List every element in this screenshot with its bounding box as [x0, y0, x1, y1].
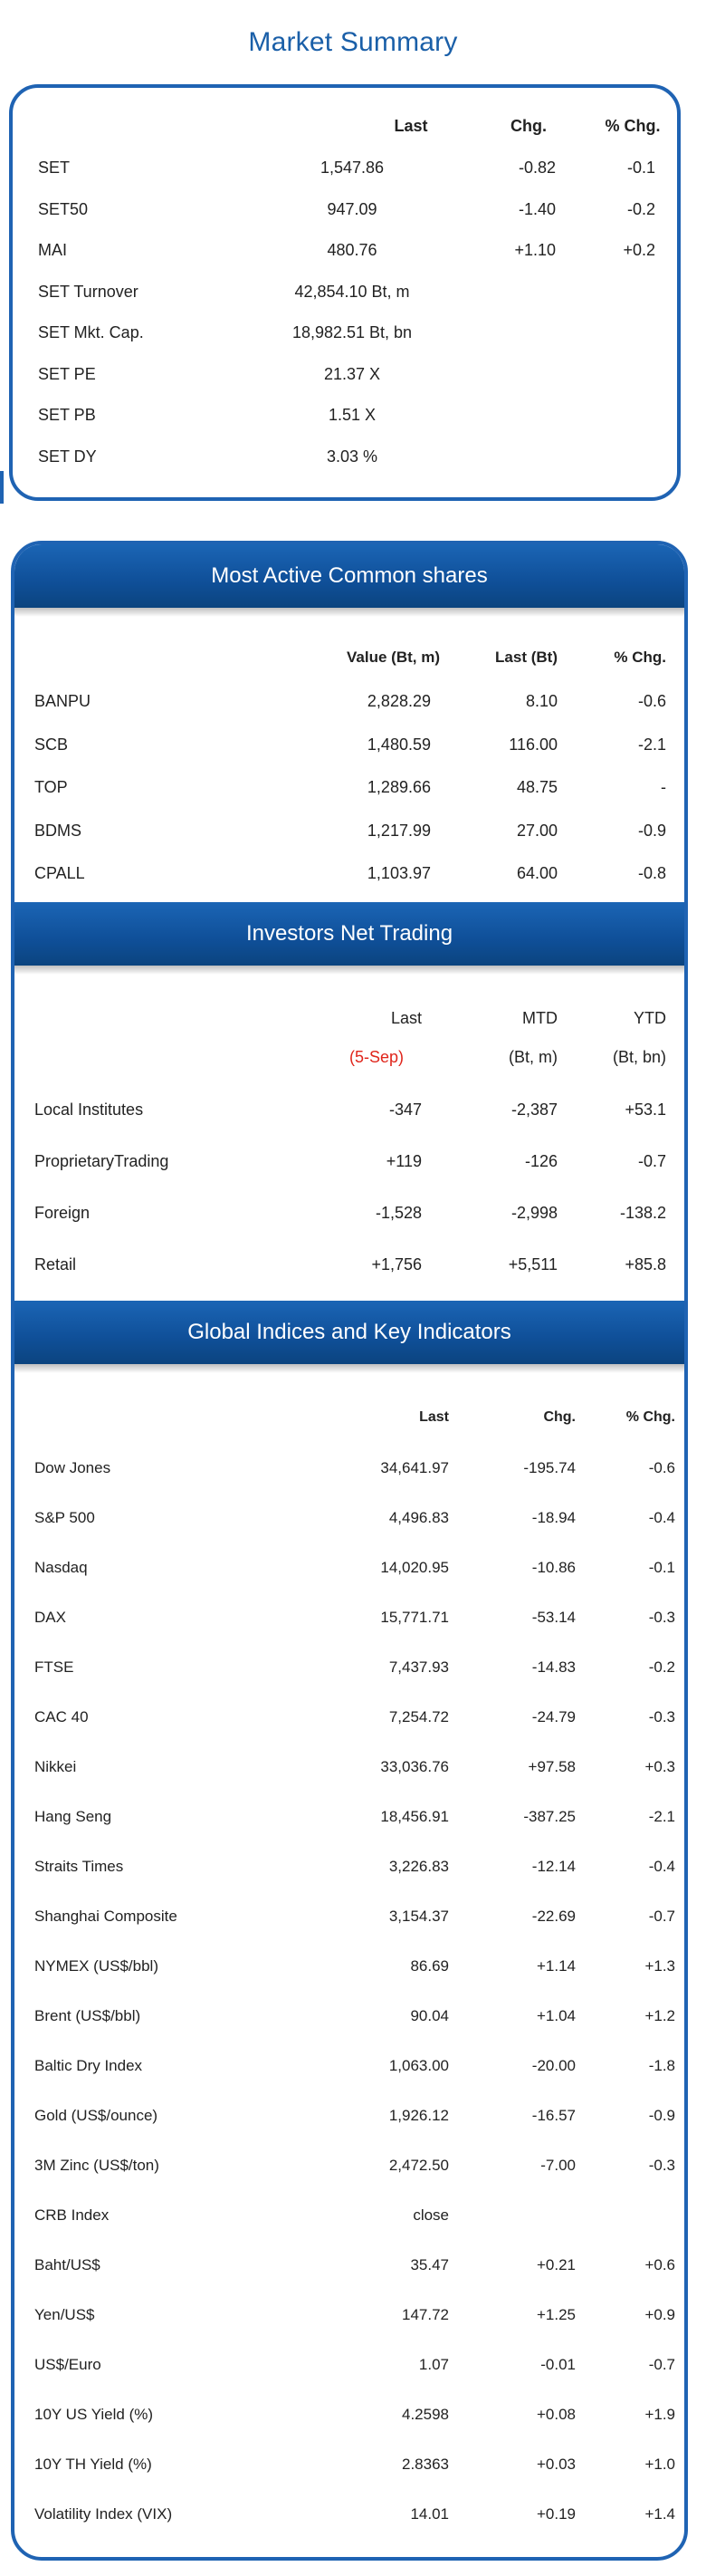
row-indicator: Baht/US$	[34, 2256, 100, 2273]
header-chg: Chg.	[510, 117, 547, 135]
row-last: 48.75	[516, 778, 558, 796]
row-mtd: -2,387	[510, 1101, 558, 1119]
global-band	[14, 1301, 684, 1364]
row-value: 1,289.66	[367, 778, 431, 796]
row-pct-chg: +1.3	[644, 1957, 675, 1975]
row-indicator: 10Y TH Yield (%)	[34, 2456, 152, 2473]
row-chg: +0.03	[536, 2456, 576, 2473]
row-pct-chg: -2.1	[637, 735, 666, 754]
row-mtd: -126	[524, 1152, 558, 1170]
row-investor: Local Institutes	[34, 1101, 144, 1119]
row-indicator: 3M Zinc (US$/ton)	[34, 2157, 159, 2174]
row-pct-chg: +0.2	[623, 241, 655, 259]
row-last: 2,472.50	[388, 2157, 449, 2174]
header-mtd: MTD	[522, 1009, 558, 1027]
row-chg: -18.94	[531, 1509, 576, 1526]
row-pct-chg: +1.4	[644, 2505, 675, 2523]
row-chg: -387.25	[523, 1808, 576, 1825]
row-last: 4.2598	[402, 2406, 449, 2423]
row-last: 1,063.00	[388, 2057, 449, 2074]
row-label: SET Turnover	[38, 282, 138, 301]
row-symbol: BANPU	[34, 692, 91, 710]
row-indicator: Brent (US$/bbl)	[34, 2007, 141, 2024]
row-indicator: Nasdaq	[34, 1559, 88, 1576]
row-chg: -0.82	[518, 159, 556, 177]
row-ytd: -0.7	[637, 1152, 666, 1170]
row-last: 14,020.95	[380, 1559, 449, 1576]
row-pct-chg: -0.7	[648, 1908, 675, 1925]
row-last: 147.72	[402, 2306, 449, 2323]
row-chg: -24.79	[531, 1708, 576, 1725]
row-last: 3,226.83	[388, 1858, 449, 1875]
header-last: Last	[419, 1409, 449, 1425]
row-symbol: TOP	[34, 778, 68, 796]
row-mtd: +5,511	[508, 1255, 558, 1274]
row-indicator: FTSE	[34, 1658, 74, 1676]
row-chg: -16.57	[531, 2107, 576, 2124]
row-chg: -22.69	[531, 1908, 576, 1925]
row-last: 1.51 X	[328, 406, 377, 424]
band-shadow	[14, 1364, 684, 1373]
row-indicator: Nikkei	[34, 1758, 77, 1775]
row-last: 64.00	[516, 864, 558, 882]
header-value: Value (Bt, m)	[347, 649, 440, 666]
row-chg: -12.14	[531, 1858, 576, 1875]
row-last: 21.37 X	[323, 364, 381, 383]
row-chg: -0.01	[540, 2356, 576, 2373]
row-label: SET PB	[38, 406, 96, 424]
header-last: Last	[390, 1009, 422, 1027]
row-pct-chg: -0.2	[626, 199, 655, 218]
header-pct-chg: % Chg.	[605, 117, 661, 135]
row-chg: +1.25	[536, 2306, 576, 2323]
row-last: 1,547.86	[320, 159, 385, 177]
row-pct-chg: +0.3	[644, 1758, 675, 1775]
row-indicator: Hang Seng	[34, 1808, 112, 1825]
row-last: 18,982.51 Bt, bn	[291, 323, 413, 341]
row-pct-chg: -0.3	[648, 1609, 675, 1626]
row-ytd: +85.8	[625, 1255, 666, 1274]
subheader-date: (5-Sep)	[348, 1048, 404, 1066]
band-shadow	[14, 966, 684, 975]
row-indicator: CRB Index	[34, 2206, 110, 2224]
row-pct-chg: +1.0	[644, 2456, 675, 2473]
row-last: 3.03 %	[326, 447, 378, 466]
row-chg: +0.21	[536, 2256, 576, 2273]
row-pct-chg: +1.2	[644, 2007, 675, 2024]
row-last: 33,036.76	[380, 1758, 449, 1775]
row-ytd: -138.2	[619, 1204, 666, 1222]
row-pct-chg: -0.8	[637, 864, 666, 882]
row-indicator: Dow Jones	[34, 1459, 111, 1476]
row-last: 2.8363	[402, 2456, 449, 2473]
row-chg: +1.10	[514, 241, 556, 259]
row-last: 34,641.97	[380, 1459, 449, 1476]
row-last: -347	[388, 1101, 422, 1119]
row-last: 4,496.83	[388, 1509, 449, 1526]
row-chg: -7.00	[540, 2157, 576, 2174]
row-indicator: Straits Times	[34, 1858, 124, 1875]
row-indicator: NYMEX (US$/bbl)	[34, 1957, 158, 1975]
row-pct-chg: -0.6	[637, 692, 666, 710]
row-chg: -1.40	[518, 199, 556, 218]
header-chg: Chg.	[543, 1409, 576, 1425]
row-indicator: US$/Euro	[34, 2356, 101, 2373]
header-ytd: YTD	[634, 1009, 666, 1027]
row-value: 1,217.99	[367, 821, 431, 840]
header-pct-chg: % Chg.	[614, 649, 666, 666]
row-indicator: Gold (US$/ounce)	[34, 2107, 158, 2124]
investors-band	[14, 902, 684, 966]
row-last: 15,771.71	[380, 1609, 449, 1626]
row-last: close	[413, 2206, 449, 2224]
subheader-mtd-unit: (Bt, m)	[509, 1048, 558, 1066]
row-mtd: -2,998	[510, 1204, 558, 1222]
row-pct-chg: -0.4	[648, 1858, 675, 1875]
row-last: 14.01	[410, 2505, 449, 2523]
row-label: SET PE	[38, 364, 96, 383]
row-chg: +0.19	[536, 2505, 576, 2523]
subheader-ytd-unit: (Bt, bn)	[612, 1048, 666, 1066]
header-last-bt: Last (Bt)	[495, 649, 558, 666]
row-pct-chg: +0.6	[644, 2256, 675, 2273]
row-investor: Retail	[34, 1255, 77, 1274]
row-last: -1,528	[375, 1204, 422, 1222]
row-label: SET50	[38, 199, 89, 218]
row-chg: +1.04	[536, 2007, 576, 2024]
row-last: 90.04	[410, 2007, 449, 2024]
row-pct-chg: -0.7	[648, 2356, 675, 2373]
row-chg: -195.74	[523, 1459, 576, 1476]
row-indicator: CAC 40	[34, 1708, 89, 1725]
row-last: 7,254.72	[388, 1708, 449, 1725]
row-ytd: +53.1	[625, 1101, 666, 1119]
row-indicator: Yen/US$	[34, 2306, 95, 2323]
row-pct-chg: -0.1	[626, 159, 655, 177]
row-pct-chg: -0.9	[648, 2107, 675, 2124]
row-chg: -14.83	[531, 1658, 576, 1676]
row-pct-chg: -0.4	[648, 1509, 675, 1526]
row-pct-chg: -0.3	[648, 2157, 675, 2174]
row-indicator: 10Y US Yield (%)	[34, 2406, 154, 2423]
row-pct-chg: -0.9	[637, 821, 666, 840]
row-chg: -20.00	[531, 2057, 576, 2074]
row-last: 7,437.93	[388, 1658, 449, 1676]
row-last: +1,756	[371, 1255, 422, 1274]
row-chg: -10.86	[531, 1559, 576, 1576]
row-value: 1,103.97	[367, 864, 431, 882]
row-label: SET	[38, 159, 71, 177]
global-title: Global Indices and Key Indicators	[187, 1320, 511, 1344]
row-indicator: Baltic Dry Index	[34, 2057, 143, 2074]
header-pct-chg: % Chg.	[625, 1409, 675, 1425]
header-last: Last	[394, 117, 428, 135]
band-shadow	[14, 608, 684, 617]
row-last: 27.00	[516, 821, 558, 840]
decorative-edge-bar	[0, 471, 4, 504]
row-last: 1.07	[418, 2356, 449, 2373]
row-last: 35.47	[410, 2256, 449, 2273]
row-pct-chg: +1.9	[644, 2406, 675, 2423]
row-label: SET Mkt. Cap.	[38, 323, 144, 341]
market-summary-title: Market Summary	[248, 27, 458, 57]
row-last: 1,926.12	[388, 2107, 449, 2124]
row-label: SET DY	[38, 447, 97, 466]
row-label: MAI	[38, 241, 68, 259]
row-last: +119	[386, 1152, 422, 1170]
row-chg: +0.08	[536, 2406, 576, 2423]
row-symbol: CPALL	[34, 864, 85, 882]
most-active-title: Most Active Common shares	[211, 563, 488, 588]
row-chg: -53.14	[531, 1609, 576, 1626]
most-active-band	[14, 544, 684, 608]
row-last: 42,854.10 Bt, m	[294, 282, 410, 301]
row-last: 3,154.37	[388, 1908, 449, 1925]
row-pct-chg: -2.1	[648, 1808, 675, 1825]
row-last: 18,456.91	[380, 1808, 449, 1825]
row-value: 2,828.29	[367, 692, 431, 710]
row-pct-chg: -0.3	[648, 1708, 675, 1725]
row-indicator: S&P 500	[34, 1509, 95, 1526]
row-pct-chg: -0.1	[648, 1559, 675, 1576]
row-last: 480.76	[327, 241, 377, 259]
row-last: 86.69	[410, 1957, 449, 1975]
investors-title: Investors Net Trading	[245, 921, 453, 946]
row-symbol: BDMS	[34, 821, 82, 840]
row-pct-chg: -	[661, 778, 666, 796]
row-value: 1,480.59	[367, 735, 431, 754]
market-data-panel	[11, 541, 688, 2561]
row-last: 8.10	[525, 692, 558, 710]
row-pct-chg: -0.6	[648, 1459, 675, 1476]
row-pct-chg: -0.2	[648, 1658, 675, 1676]
row-investor: Foreign	[34, 1204, 91, 1222]
row-last: 116.00	[509, 735, 558, 754]
row-indicator: DAX	[34, 1609, 66, 1626]
row-symbol: SCB	[34, 735, 69, 754]
row-investor: ProprietaryTrading	[34, 1152, 169, 1170]
row-pct-chg: +0.9	[644, 2306, 675, 2323]
market-summary-panel	[9, 84, 681, 501]
row-pct-chg: -1.8	[648, 2057, 675, 2074]
row-indicator: Shanghai Composite	[34, 1908, 177, 1925]
row-last: 947.09	[327, 199, 377, 218]
row-chg: +97.58	[528, 1758, 576, 1775]
row-chg: +1.14	[536, 1957, 576, 1975]
row-indicator: Volatility Index (VIX)	[34, 2505, 173, 2523]
